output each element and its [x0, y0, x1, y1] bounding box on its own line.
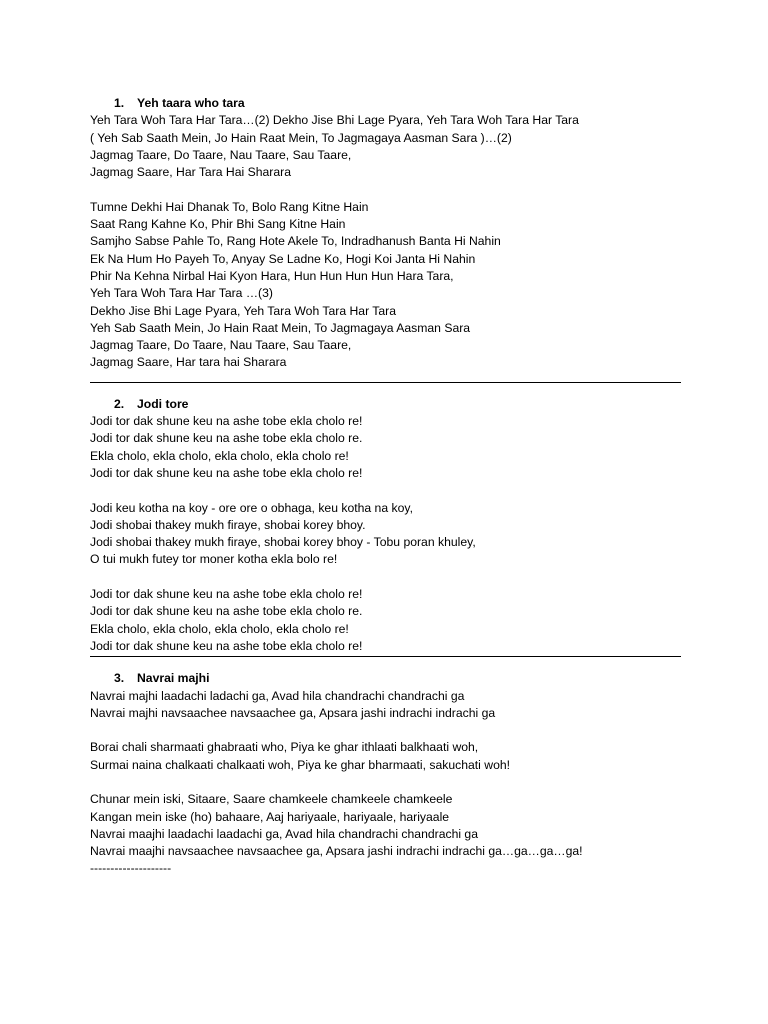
song-3-stanza-3	[90, 791, 681, 877]
lyric-line: Navrai majhi laadachi ladachi ga, Avad hila chandrachi chandrachi ga	[90, 688, 465, 703]
stanza-spacer	[90, 774, 681, 791]
dashed-separator: --------------------	[90, 861, 172, 876]
song-2-heading	[90, 396, 681, 413]
lyric-line: Navrai maajhi laadachi laadachi ga, Avad hila chandrachi chandrachi ga	[90, 826, 478, 841]
lyric-line: Navrai majhi navsaachee navsaachee ga, Apsara jashi indrachi indrachi ga	[90, 705, 496, 720]
lyric-line: Jodi shobai thakey mukh firaye, shobai korey bhoy.	[90, 517, 366, 532]
stanza-spacer	[90, 482, 681, 499]
lyric-line: Yeh Sab Saath Mein, Jo Hain Raat Mein, To Jagmagaya Aasman Sara	[90, 320, 471, 335]
stanza-spacer	[90, 569, 681, 586]
lyric-line: Jodi tor dak shune keu na ashe tobe ekla cholo re!	[90, 587, 363, 602]
lyric-line: Jodi tor dak shune keu na ashe tobe ekla cholo re!	[90, 638, 363, 653]
song-3-stanza-1	[90, 688, 681, 723]
lyric-line: Jagmag Saare, Har tara hai Sharara	[90, 355, 287, 370]
song-3-title: Navrai majhi	[137, 671, 210, 686]
song-1-stanza-1	[90, 112, 681, 181]
lyric-line: Jodi tor dak shune keu na ashe tobe ekla cholo re!	[90, 465, 363, 480]
lyrics-content	[90, 95, 681, 878]
lyric-line: Chunar mein iski, Sitaare, Saare chamkeele chamkeele chamkeele	[90, 792, 453, 807]
lyric-line: Jodi tor dak shune keu na ashe tobe ekla cholo re.	[90, 604, 363, 619]
section-divider	[90, 656, 681, 657]
lyric-line: O tui mukh futey tor moner kotha ekla bolo re!	[90, 552, 338, 567]
song-2-stanza-1	[90, 413, 681, 482]
lyric-line: Saat Rang Kahne Ko, Phir Bhi Sang Kitne Hain	[90, 217, 346, 232]
song-2-stanza-3	[90, 586, 681, 655]
song-1-title: Yeh taara who tara	[137, 96, 245, 110]
lyric-line: Jagmag Taare, Do Taare, Nau Taare, Sau Taare,	[90, 147, 352, 162]
lyric-line: Kangan mein iske (ho) bahaare, Aaj hariyaale, hariyaale, hariyaale	[90, 809, 450, 824]
lyric-line: Ekla cholo, ekla cholo, ekla cholo, ekla cholo re!	[90, 448, 349, 463]
lyric-line: Samjho Sabse Pahle To, Rang Hote Akele To, Indradhanush Banta Hi Nahin	[90, 234, 501, 249]
lyric-line: Jodi tor dak shune keu na ashe tobe ekla cholo re!	[90, 414, 363, 429]
lyric-line: Ek Na Hum Ho Payeh To, Anyay Se Ladne Ko, Hogi Koi Janta Hi Nahin	[90, 251, 476, 266]
song-2-title: Jodi tore	[137, 396, 189, 411]
song-2-number: 2.	[114, 396, 125, 411]
song-2-stanza-2	[90, 500, 681, 569]
song-3-number: 3.	[114, 671, 125, 686]
lyric-line: Jodi tor dak shune keu na ashe tobe ekla cholo re.	[90, 431, 363, 446]
lyric-line: Ekla cholo, ekla cholo, ekla cholo, ekla cholo re!	[90, 621, 349, 636]
lyric-line: Tumne Dekhi Hai Dhanak To, Bolo Rang Kitne Hain	[90, 199, 369, 214]
lyric-line: Jagmag Taare, Do Taare, Nau Taare, Sau Taare,	[90, 338, 352, 353]
song-1-stanza-2	[90, 199, 681, 372]
lyric-line: ( Yeh Sab Saath Mein, Jo Hain Raat Mein, To Jagmagaya Aasman Sara )…(2)	[90, 130, 512, 145]
lyric-line: Yeh Tara Woh Tara Har Tara …(3)	[90, 286, 273, 301]
lyric-line: Phir Na Kehna Nirbal Hai Kyon Hara, Hun Hun Hun Hun Hara Tara,	[90, 268, 454, 283]
lyric-line: Surmai naina chalkaati chalkaati woh, Piya ke ghar bharmaati, sakuchati woh!	[90, 757, 511, 772]
song-1-heading	[90, 95, 681, 112]
stanza-spacer	[90, 722, 681, 739]
lyric-line: Jodi keu kotha na koy - ore ore o obhaga, keu kotha na koy,	[90, 500, 413, 515]
song-3-heading	[90, 670, 681, 687]
lyric-line: Jodi shobai thakey mukh firaye, shobai korey bhoy - Tobu poran khuley,	[90, 535, 476, 550]
lyric-line: Borai chali sharmaati ghabraati who, Piya ke ghar ithlaati balkhaati woh,	[90, 740, 479, 755]
lyric-line: Dekho Jise Bhi Lage Pyara, Yeh Tara Woh Tara Har Tara	[90, 303, 396, 318]
section-divider	[90, 382, 681, 383]
song-3-stanza-2	[90, 739, 681, 774]
lyric-line: Yeh Tara Woh Tara Har Tara…(2) Dekho Jise Bhi Lage Pyara, Yeh Tara Woh Tara Har Tara	[90, 113, 579, 128]
song-1-number: 1.	[114, 96, 125, 110]
lyric-line: Navrai maajhi navsaachee navsaachee ga, Apsara jashi indrachi indrachi ga…ga…ga…ga!	[90, 844, 583, 859]
lyric-line: Jagmag Saare, Har Tara Hai Sharara	[90, 165, 291, 180]
stanza-spacer	[90, 181, 681, 198]
